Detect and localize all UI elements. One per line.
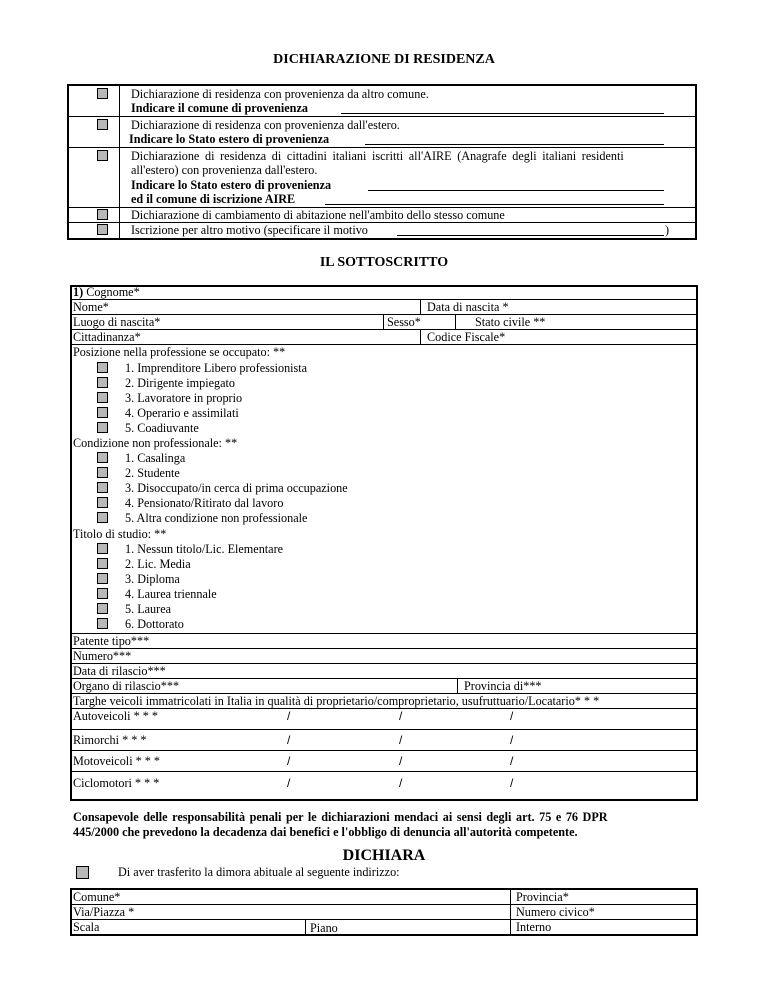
- label-luogo-nascita: Luogo di nascita*: [73, 315, 161, 329]
- checkbox-tit-3[interactable]: [97, 573, 108, 584]
- label-condizione: Condizione non professionale: **: [73, 436, 238, 450]
- option-tit-3: 3. Diploma: [125, 572, 180, 586]
- option-tit-2: 2. Lic. Media: [125, 557, 191, 571]
- field-stato-estero-aire[interactable]: [368, 190, 664, 191]
- option-cond-3: 3. Disoccupato/in cerca di prima occupazione: [125, 481, 348, 495]
- label-provincia: Provincia*: [516, 890, 569, 904]
- checkbox-estero[interactable]: [97, 119, 108, 130]
- checkbox-pos-1[interactable]: [97, 362, 108, 373]
- checkbox-cambio-abitazione[interactable]: [97, 209, 108, 220]
- label-codice-fiscale: Codice Fiscale*: [427, 330, 506, 344]
- option-altro-comune: Dichiarazione di residenza con provenienza da altro comune.: [131, 87, 429, 101]
- option-tit-6: 6. Dottorato: [125, 617, 184, 631]
- option-estero: Dichiarazione di residenza con provenienza dall'estero.: [131, 118, 400, 132]
- checkbox-pos-2[interactable]: [97, 377, 108, 388]
- option-cond-1: 1. Casalinga: [125, 451, 186, 465]
- option-pos-4: 4. Operario e assimilati: [125, 406, 239, 420]
- label-nome: Nome*: [73, 300, 109, 314]
- option-tit-1: 1. Nessun titolo/Lic. Elementare: [125, 542, 284, 556]
- checkbox-dichiara[interactable]: [76, 866, 89, 879]
- option-tit-4: 4. Laurea triennale: [125, 587, 217, 601]
- label-comune-aire: ed il comune di iscrizione AIRE: [131, 192, 296, 206]
- section-title-sottoscritto: IL SOTTOSCRITTO: [319, 255, 449, 270]
- checkbox-cond-5[interactable]: [97, 512, 108, 523]
- label-stato-estero: Indicare lo Stato estero di provenienza: [129, 132, 330, 146]
- label-rimorchi: Rimorchi * * *: [73, 733, 147, 747]
- label-data-nascita: Data di nascita *: [427, 300, 509, 314]
- checkbox-tit-5[interactable]: [97, 603, 108, 614]
- checkbox-cond-2[interactable]: [97, 467, 108, 478]
- label-numero-civico: Numero civico*: [516, 905, 595, 919]
- label-numero: Numero***: [73, 649, 132, 663]
- label-provincia-rilascio: Provincia di***: [464, 679, 542, 693]
- label-targhe: Targhe veicoli immatricolati in Italia in qualità di proprietario/comproprietario, usufruttuario/Locatario* * *: [73, 694, 600, 708]
- option-tit-5: 5. Laurea: [125, 602, 172, 616]
- option-aire-line1: Dichiarazione di residenza di cittadini italiani iscritti all'AIRE (Anagrafe degli italiani residenti: [131, 149, 624, 163]
- option-aire-line2: all'estero) con provenienza dall'estero.: [131, 163, 318, 177]
- option-cambio-abitazione: Dichiarazione di cambiamento di abitazione nell'ambito dello stesso comune: [131, 208, 505, 222]
- label-sesso: Sesso*: [387, 315, 421, 329]
- label-via-piazza: Via/Piazza *: [73, 905, 135, 919]
- checkbox-tit-1[interactable]: [97, 543, 108, 554]
- checkbox-tit-6[interactable]: [97, 618, 108, 629]
- option-pos-2: 2. Dirigente impiegato: [125, 376, 235, 390]
- option-pos-5: 5. Coadiuvante: [125, 421, 199, 435]
- section-title-dichiara: DICHIARA: [342, 847, 426, 864]
- checkbox-pos-4[interactable]: [97, 407, 108, 418]
- label-stato-civile: Stato civile **: [475, 315, 546, 329]
- label-titolo-studio: Titolo di studio: **: [73, 527, 167, 541]
- label-organo-rilascio: Organo di rilascio***: [73, 679, 180, 693]
- label-comune-provenienza: Indicare il comune di provenienza: [131, 101, 308, 115]
- checkbox-cond-4[interactable]: [97, 497, 108, 508]
- checkbox-pos-5[interactable]: [97, 422, 108, 433]
- label-cittadinanza: Cittadinanza*: [73, 330, 141, 344]
- checkbox-pos-3[interactable]: [97, 392, 108, 403]
- option-altro-motivo: Iscrizione per altro motivo (specificare il motivo: [131, 223, 368, 237]
- field-comune-aire[interactable]: [325, 204, 664, 205]
- option-cond-2: 2. Studente: [125, 466, 180, 480]
- checkbox-cond-3[interactable]: [97, 482, 108, 493]
- label-piano: Piano: [310, 921, 338, 935]
- field-stato-estero[interactable]: [365, 144, 664, 145]
- option-cond-5: 5. Altra condizione non professionale: [125, 511, 308, 525]
- field-altro-motivo[interactable]: [397, 235, 664, 236]
- label-scala: Scala: [73, 920, 100, 934]
- indirizzo-box: [70, 888, 698, 936]
- label-posizione: Posizione nella professione se occupato: **: [73, 345, 286, 359]
- dichiara-text: Di aver trasferito la dimora abituale al seguente indirizzo:: [118, 865, 400, 879]
- label-motoveicoli: Motoveicoli * * *: [73, 754, 160, 768]
- checkbox-altro-motivo[interactable]: [97, 224, 108, 235]
- option-pos-1: 1. Imprenditore Libero professionista: [125, 361, 308, 375]
- label-autoveicoli: Autoveicoli * * *: [73, 709, 158, 723]
- label-ciclomotori: Ciclomotori * * *: [73, 776, 160, 790]
- checkbox-aire[interactable]: [97, 150, 108, 161]
- label-comune: Comune*: [73, 890, 121, 904]
- field-comune-provenienza[interactable]: [341, 113, 664, 114]
- checkbox-tit-2[interactable]: [97, 558, 108, 569]
- label-cognome: 1) Cognome*: [73, 285, 140, 299]
- page-title: DICHIARAZIONE DI RESIDENZA: [273, 52, 495, 67]
- label-data-rilascio: Data di rilascio***: [73, 664, 166, 678]
- label-stato-estero-aire: Indicare lo Stato estero di provenienza: [131, 178, 332, 192]
- label-interno: Interno: [516, 920, 552, 934]
- checkbox-tit-4[interactable]: [97, 588, 108, 599]
- label-patente: Patente tipo***: [73, 634, 150, 648]
- option-pos-3: 3. Lavoratore in proprio: [125, 391, 243, 405]
- consapevole-line1: Consapevole delle responsabilità penali per le dichiarazioni mendaci ai sensi degli art. 75 e 76 DPR: [73, 810, 608, 824]
- checkbox-cond-1[interactable]: [97, 452, 108, 463]
- checkbox-altro-comune[interactable]: [97, 88, 108, 99]
- option-cond-4: 4. Pensionato/Ritirato dal lavoro: [125, 496, 284, 510]
- consapevole-line2: 445/2000 che prevedono la decadenza dai benefici e l'obbligo di denuncia all'autorità competente.: [73, 825, 578, 839]
